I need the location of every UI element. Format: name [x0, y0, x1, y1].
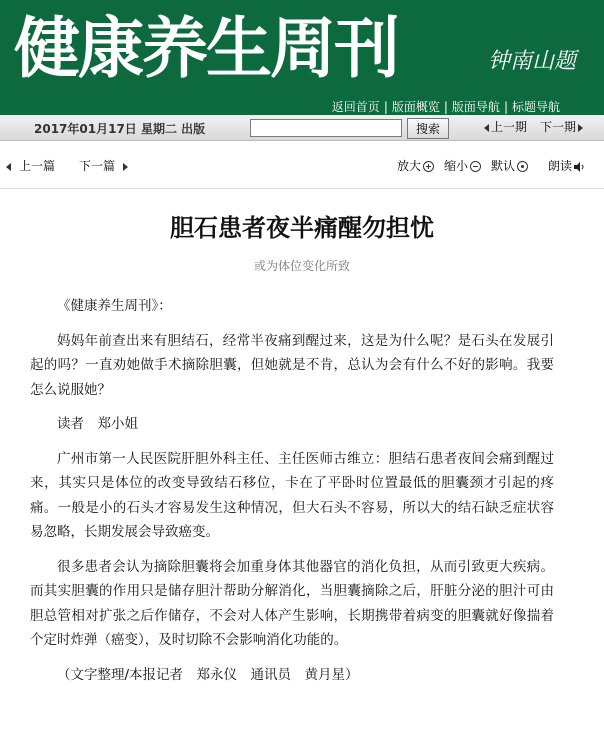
date-search-bar	[0, 115, 604, 141]
arrow-right-icon	[123, 163, 128, 171]
nav-separator: |	[503, 100, 508, 114]
next-issue-link[interactable]: 下一期	[540, 118, 583, 135]
zoom-in-icon	[423, 161, 434, 172]
newspaper-title: 健康养生周刊	[14, 9, 398, 87]
default-size-button[interactable]: 默认	[491, 157, 528, 174]
read-aloud-button[interactable]: 朗读	[548, 157, 585, 174]
top-navigation	[0, 96, 604, 115]
next-article-button[interactable]: 下一篇	[79, 157, 128, 174]
speaker-icon	[574, 162, 585, 172]
nav-separator: |	[443, 100, 448, 114]
masthead	[0, 0, 604, 96]
nav-page-navigation-link[interactable]: 版面导航	[451, 100, 500, 114]
nav-overview-link[interactable]: 版面概览	[391, 100, 440, 114]
previous-issue-link[interactable]: 上一期	[484, 118, 527, 135]
previous-article-button[interactable]: 上一篇	[6, 157, 55, 174]
zoom-out-icon	[470, 161, 481, 172]
article-body	[30, 294, 554, 687]
article-paragraph: 很多患者会认为摘除胆囊将会加重身体其他器官的消化负担，从而引致更大疾病。而其实胆囊的作用只是储存胆汁帮助分解消化，当胆囊摘除之后，肝脏分泌的胆汁可由胆总管相对扩张之后作储存，不会对人体产生影响，长期携带着病变的胆囊就好像揣着个定时炸弹（癌变），及时切除不会影响消化功能的。	[30, 558, 554, 648]
article-subtitle: 或为体位变化所致	[253, 259, 350, 273]
search-button[interactable]: 搜索	[407, 118, 449, 139]
nav-separator: |	[383, 100, 388, 114]
reset-icon	[517, 161, 528, 172]
calligraphy-signature: 钟南山题	[488, 49, 577, 74]
article-paragraph: 《健康养生周刊》：	[57, 298, 172, 314]
nav-title-navigation-link[interactable]: 标题导航	[511, 100, 560, 114]
article-paragraph: 读者 郑小姐	[57, 416, 138, 432]
article-paragraph: 妈妈年前查出来有胆结石，经常半夜痛到醒过来，这是为什么呢？是石头在发展引起的吗？一直劝她做手术摘除胆囊，但她就是不肯，总认为会有什么不好的影响。我要怎么说服她？	[30, 332, 554, 398]
article-paragraph: 广州市第一人民医院肝胆外科主任、主任医师古维立：胆结石患者夜间会痛到醒过来，其实只是体位的改变导致结石移位，卡在了平卧时位置最低的胆囊颈才引起的疼痛。一般是小的石头才容易发生这种情况，但大石头不容易，所以大的结石缺乏症状容易忽略，长期发展会导致癌变。	[30, 450, 554, 540]
article-title: 胆石患者夜半痛醒勿担忧	[170, 213, 434, 242]
zoom-in-button[interactable]: 放大	[397, 157, 434, 174]
arrow-left-icon	[6, 163, 11, 171]
article-toolbar	[0, 141, 604, 189]
zoom-out-button[interactable]: 缩小	[444, 157, 481, 174]
arrow-left-icon	[484, 124, 489, 132]
arrow-right-icon	[578, 124, 583, 132]
search-input[interactable]	[250, 119, 402, 137]
issue-date: 2017年01月17日 星期二 出版	[34, 122, 206, 136]
article-paragraph: （文字整理/本报记者 郑永仪 通讯员 黄月星）	[57, 666, 359, 683]
nav-home-link[interactable]: 返回首页	[331, 100, 380, 114]
